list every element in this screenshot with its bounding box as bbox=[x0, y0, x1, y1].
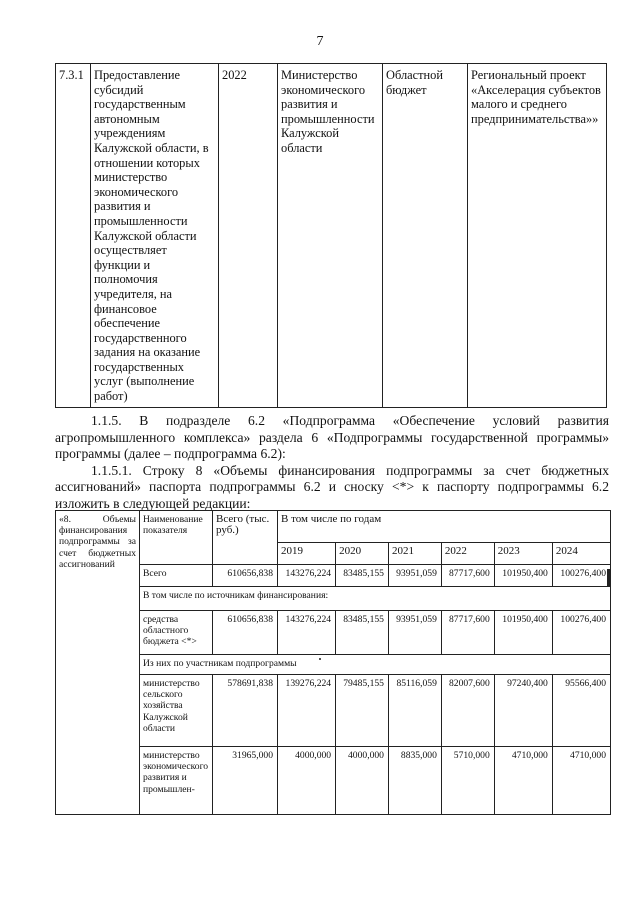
agri-value: 578691,838 bbox=[213, 675, 278, 747]
regional-value: 143276,224 bbox=[278, 611, 336, 655]
econ-value: 4710,000 bbox=[494, 747, 552, 815]
col-header-total: Всего (тыс. руб.) bbox=[213, 511, 278, 565]
measures-table bbox=[55, 63, 607, 408]
scan-speck bbox=[319, 658, 321, 660]
regional-value: 87717,600 bbox=[441, 611, 494, 655]
financing-row-label: «8. Объемы финансирования подпрограммы за счет бюджетных ассигнований bbox=[56, 511, 140, 815]
agri-value: 139276,224 bbox=[278, 675, 336, 747]
financing-table bbox=[55, 510, 611, 815]
table-row bbox=[56, 675, 611, 747]
measure-year: 2022 bbox=[219, 64, 278, 408]
econ-value: 5710,000 bbox=[441, 747, 494, 815]
agri-value: 79485,155 bbox=[336, 675, 389, 747]
total-value: 83485,155 bbox=[336, 565, 389, 587]
econ-value: 8835,000 bbox=[388, 747, 441, 815]
measure-responsible: Министерство экономического развития и промышленности Калужской области bbox=[278, 64, 383, 408]
agri-value: 85116,059 bbox=[388, 675, 441, 747]
page-number: 7 bbox=[316, 34, 324, 49]
year-header: 2022 bbox=[441, 543, 494, 565]
econ-value: 31965,000 bbox=[213, 747, 278, 815]
measure-project: Региональный проект «Акселерация субъектов малого и среднего предпринимательства»» bbox=[468, 64, 607, 408]
margin-mark bbox=[607, 569, 611, 587]
total-value: 610656,838 bbox=[213, 565, 278, 587]
regional-value: 93951,059 bbox=[388, 611, 441, 655]
year-header: 2020 bbox=[336, 543, 389, 565]
measure-funding-source: Областной бюджет bbox=[383, 64, 468, 408]
agri-value: 82007,600 bbox=[441, 675, 494, 747]
table-row bbox=[56, 565, 611, 587]
total-label: Всего bbox=[140, 565, 213, 587]
regional-value: 83485,155 bbox=[336, 611, 389, 655]
regional-value: 610656,838 bbox=[213, 611, 278, 655]
total-value: 93951,059 bbox=[388, 565, 441, 587]
total-value: 87717,600 bbox=[441, 565, 494, 587]
col-header-years: В том числе по годам bbox=[278, 511, 611, 543]
year-header: 2021 bbox=[388, 543, 441, 565]
total-value: 100276,400 bbox=[552, 565, 610, 587]
measure-number: 7.3.1 bbox=[56, 64, 91, 408]
total-value: 101950,400 bbox=[494, 565, 552, 587]
paragraph-2: 1.1.5.1. Строку 8 «Объемы финансирования подпрограммы за счет бюджетных ассигнований» паспорта подпрограммы 6.2 и сноску <*> к паспорту подпрограммы 6.2 изложить в следующей редакции: bbox=[55, 463, 609, 511]
table-row bbox=[56, 611, 611, 655]
table-row bbox=[56, 64, 607, 408]
paragraph-1-rest: агропромышленного комплекса» раздела 6 «Подпрограммы государственной программы» программы (далее – подпрограмма 6.2): bbox=[55, 430, 609, 462]
by-source-heading: В том числе по источникам финансирования: bbox=[140, 587, 611, 611]
regional-budget-label: средства областного бюджета <*> bbox=[140, 611, 213, 655]
measure-description: Предоставление субсидий государственным автономным учреждениям Калужской области, в отношении которых министерство экономического развития и промышленности Калужской области осуществляет функции и полномочия учредителя, на финансовое обеспечение государственного задания на оказание государственных услуг (выполнение работ) bbox=[91, 64, 219, 408]
paragraph-1-line1: 1.1.5. В подразделе 6.2 «Подпрограмма «Обеспечение условий развития bbox=[91, 413, 609, 428]
year-header: 2023 bbox=[494, 543, 552, 565]
table-row bbox=[56, 587, 611, 611]
regional-value: 100276,400 bbox=[552, 611, 610, 655]
table-row bbox=[56, 511, 611, 543]
econ-value: 4710,000 bbox=[552, 747, 610, 815]
total-value: 143276,224 bbox=[278, 565, 336, 587]
agri-ministry-label: министерство сельского хозяйства Калужской области bbox=[140, 675, 213, 747]
regional-value: 101950,400 bbox=[494, 611, 552, 655]
econ-value: 4000,000 bbox=[278, 747, 336, 815]
year-header: 2019 bbox=[278, 543, 336, 565]
table-row bbox=[56, 655, 611, 675]
econ-value: 4000,000 bbox=[336, 747, 389, 815]
table-row bbox=[56, 747, 611, 815]
econ-ministry-label: министерство экономического развития и промышлен- bbox=[140, 747, 213, 815]
year-header: 2024 bbox=[552, 543, 610, 565]
col-header-name: Наименование показателя bbox=[140, 511, 213, 565]
by-participants-heading: Из них по участникам подпрограммы bbox=[140, 655, 611, 675]
agri-value: 97240,400 bbox=[494, 675, 552, 747]
agri-value: 95566,400 bbox=[552, 675, 610, 747]
